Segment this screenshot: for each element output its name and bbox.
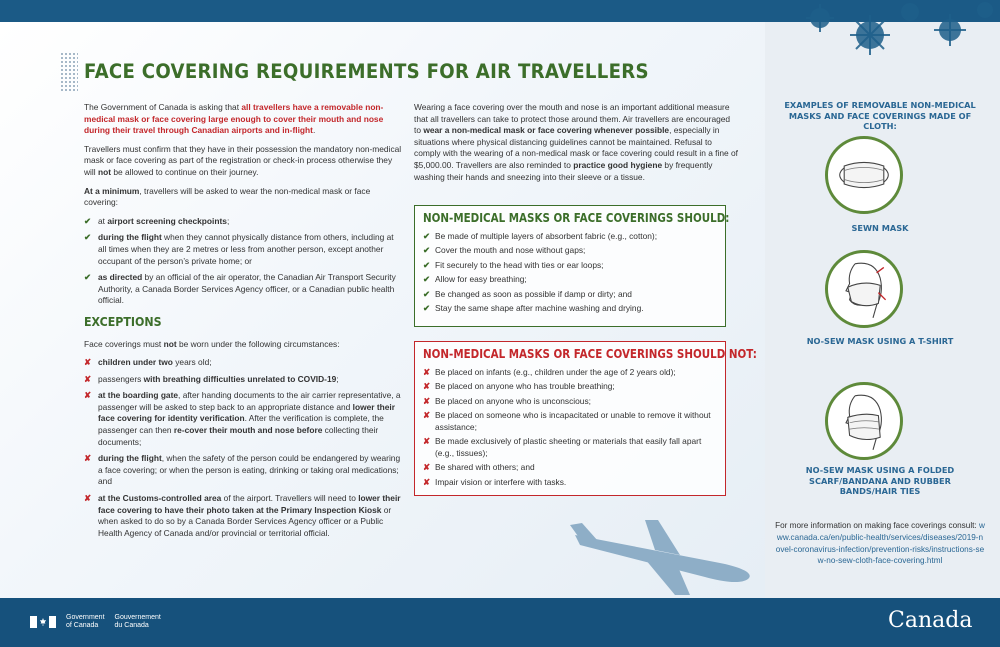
scarf-mask-caption: NO-SEW MASK USING A FOLDED SCARF/BANDANA AND RUBBER BANDS/HAIR TIES [805,465,955,496]
airplane-icon [570,505,770,605]
cross-icon: ✘ [84,373,92,384]
check-icon: ✔ [423,288,431,299]
scarf-mask-illustration [825,382,903,460]
check-icon: ✔ [84,215,92,226]
cross-icon: ✘ [423,436,431,446]
list-item: ✔ Cover the mouth and nose without gaps; [423,245,586,255]
exceptions-heading: EXCEPTIONS [84,314,162,329]
scarf-mask-icon [828,385,900,457]
sewn-mask-caption: SEWN MASK [851,223,909,233]
more-info: For more information on making face coverings consult: www.canada.ca/en/public-health/services/diseases/2019-novel-coronavirus-infection/prevention-risks/instructions-sew-no-sew-cloth-face-covering.html [775,521,985,566]
list-item: ✔ Be made of multiple layers of absorbent fabric (e.g., cotton); [423,230,658,241]
intro-paragraph: The Government of Canada is asking that all travellers have a removable non-medical mask or face covering large enough to cover their mouth and nose during their travel through Canadian airports and in-flight. [84,102,384,136]
list-item: ✘ Be placed on anyone who is unconscious; [423,395,591,406]
exceptions-intro: Face coverings must not be worn under the following circumstances: [84,338,340,349]
government-signature [30,614,161,630]
exceptions-list [84,357,402,539]
list-item: ✔ during the flight when they cannot physically distance from others, including at all times when they are 2 metres or less from another person, except another occupant of the person’s private home; or [84,232,394,266]
left-column [84,102,402,544]
sidebar-title: EXAMPLES OF REMOVABLE NON-MEDICAL MASKS AND FACE COVERINGS MADE OF CLOTH: [784,100,976,131]
list-item: ✘ Be placed on someone who is incapacitated or unable to remove it without assistance; [423,410,711,432]
cross-icon: ✘ [84,357,92,368]
list-item: ✘ at the boarding gate, after handing documents to the air carrier representative, a passenger will be asked to step back to an appropriate distance and lower their face covering for identity verification. After the verification is complete, the passenger can then re-cover their mouth and nose before collecting their documents; [84,390,401,447]
list-item: ✘ children under two years old; [84,357,212,368]
list-item: ✘ Be made exclusively of plastic sheeting or materials that easily fall apart (e.g., tissues); [423,436,702,458]
minimum-paragraph: At a minimum, travellers will be asked to wear the non-medical mask or face covering: [84,185,371,208]
tshirt-mask-icon [828,253,900,325]
list-item: ✔ Fit securely to the head with ties or ear loops; [423,259,604,270]
cross-icon: ✘ [423,410,431,420]
check-icon: ✔ [423,245,431,255]
virus-decoration-icon [800,0,1000,70]
cross-icon: ✘ [84,453,92,464]
cross-icon: ✘ [423,366,431,377]
tshirt-mask-caption: NO-SEW MASK USING A T-SHIRT [806,336,954,346]
tshirt-mask-illustration [825,250,903,328]
list-item: ✘ Be shared with others; and [423,462,535,472]
cross-icon: ✘ [84,390,92,401]
confirmation-paragraph: Travellers must confirm that they have in their possession the mandatory non-medical mask or face covering as part of the registration or check-in process otherwise they will not be allowed to continue on their journey. [84,143,402,177]
required-situations-list [84,216,402,307]
cross-icon: ✘ [84,493,92,504]
list-item: ✔ Allow for easy breathing; [423,274,527,284]
list-item: ✔ as directed by an official of the air operator, the Canadian Air Transport Security Authority, a Canada Border Services Agency officer, or a Canadian public health official. [84,272,396,306]
check-icon: ✔ [423,230,431,241]
government-fr: Gouvernement du Canada [114,614,161,629]
canada-flag-icon [30,616,56,628]
cross-icon: ✘ [423,395,431,406]
check-icon: ✔ [423,303,431,313]
should-not-list [423,367,717,489]
list-item: ✔ Be changed as soon as possible if damp or dirty; and [423,288,632,299]
should-list [423,231,717,315]
cross-icon: ✘ [423,476,431,487]
list-item: ✘ Be placed on infants (e.g., children under the age of 2 years old); [423,366,676,377]
sewn-mask-icon [828,139,900,211]
list-item: ✘ at the Customs-controlled area of the airport. Travellers will need to lower their face covering to have their photo taken at the Primary Inspection Kiosk or when asked to do so by a Canada Border Services Agency officer or a Public Health Agency of Canada and/or provincial or territorial official. [84,493,401,538]
should-not-box-title: NON-MEDICAL MASKS OR FACE COVERINGS SHOULD NOT: [423,347,757,361]
encouragement-paragraph: Wearing a face covering over the mouth and nose is an important additional measure that all travellers can take to protect those around them. Air travellers are encouraged to wear a non-medical mask or face covering whenever possible, especially in situations where physical distancing guidelines cannot be maintained. Refusal to comply with the wearing of a non-medical mask or face covering could result in a fine of $5,000.00. Travellers are also reminded to practice good hygiene by frequently washing their hands and sneezing into their sleeve or a tissue. [414,102,738,182]
should-not-box [414,341,757,496]
cross-icon: ✘ [423,462,431,472]
list-item: ✔ Stay the same shape after machine washing and drying. [423,303,644,313]
check-icon: ✔ [84,272,92,283]
canada-wordmark: Canada [888,608,973,633]
check-icon: ✔ [84,232,92,243]
government-en: Government of Canada [66,614,105,629]
list-item: ✘ during the flight, when the safety of the person could be endangered by wearing a face covering; or when the person is eating, drinking or taking oral medications; and [84,453,401,487]
more-info-link[interactable]: www.canada.ca/en/public-health/services/diseases/2019-novel-coronavirus-infection/prevention-risks/instructions-sew-no-sew-cloth-face-covering.html [775,521,985,566]
list-item: ✘ passengers with breathing difficulties unrelated to COVID-19; [84,373,339,384]
list-item: ✘ Be placed on anyone who has trouble breathing; [423,381,615,391]
list-item: ✔ at airport screening checkpoints; [84,215,230,226]
sewn-mask-illustration [825,136,903,214]
should-box [414,205,730,327]
page-title: FACE COVERING REQUIREMENTS FOR AIR TRAVELLERS [84,60,649,83]
cross-icon: ✘ [423,381,431,391]
should-box-title: NON-MEDICAL MASKS OR FACE COVERINGS SHOULD: [423,211,730,225]
list-item: ✘ Impair vision or interfere with tasks. [423,476,567,487]
check-icon: ✔ [423,259,431,270]
middle-column [414,102,739,190]
dot-pattern-decoration [60,52,78,92]
check-icon: ✔ [423,274,431,284]
